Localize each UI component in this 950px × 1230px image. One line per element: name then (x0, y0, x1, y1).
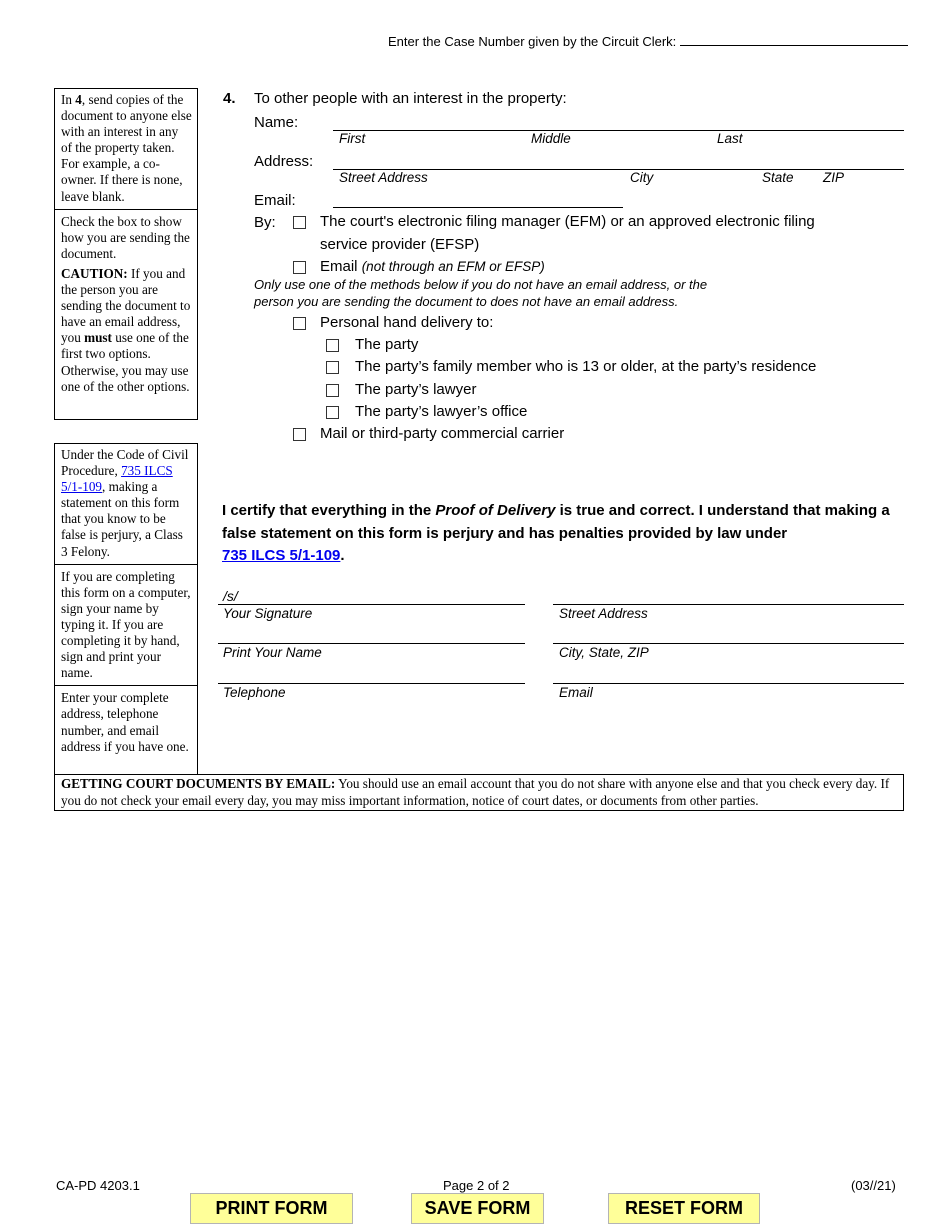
efm-option-label-cont: service provider (EFSP) (320, 236, 480, 253)
lawyer-office-label: The party’s lawyer’s office (355, 403, 528, 420)
signature-line[interactable] (218, 604, 525, 605)
lawyer-checkbox[interactable] (326, 384, 339, 397)
first-name-label: First (339, 131, 366, 146)
street-address-line[interactable] (553, 604, 904, 605)
print-name-line[interactable] (218, 643, 525, 644)
email-option-label: Email (not through an EFM or EFSP) (320, 258, 545, 275)
by-label: By: (254, 214, 276, 231)
name-field[interactable] (333, 130, 904, 131)
email-label: Email: (254, 192, 296, 209)
sidebar-signature-note: If you are completing this form on a computer, sign your name by typing it. If you are completing it by hand, sign and print your name. (61, 568, 191, 681)
print-name-label: Print Your Name (223, 645, 322, 660)
city-state-zip-line[interactable] (553, 643, 904, 644)
sidebar-caution: CAUTION: If you and the person you are sending the document to have an email address, you must use one of the first two options. Otherwise, you may use one of the other options. (61, 265, 191, 394)
sig-email-line[interactable] (553, 683, 904, 684)
telephone-label: Telephone (223, 685, 286, 700)
party-checkbox[interactable] (326, 339, 339, 352)
reset-form-button[interactable]: RESET FORM (608, 1193, 760, 1224)
telephone-line[interactable] (218, 683, 525, 684)
address-label: Address: (254, 153, 314, 170)
state-label: State (762, 170, 794, 185)
ilcs-link-sidebar[interactable]: 735 ILCS 5/1-109 (61, 463, 173, 495)
mail-checkbox[interactable] (293, 428, 306, 441)
section-number: 4. (223, 90, 236, 107)
sidebar-perjury-note: Under the Code of Civil Procedure, 735 ILCS 5/1-109, making a statement on this form that you know to be false is perjury, a Class 3 Felony. (61, 447, 189, 559)
page-number: Page 2 of 2 (443, 1178, 510, 1193)
party-label: The party (355, 336, 419, 353)
case-number-label: Enter the Case Number given by the Circuit Clerk: (388, 34, 677, 49)
email-field[interactable] (333, 207, 623, 208)
family-member-label: The party’s family member who is 13 or older, at the party’s residence (355, 358, 817, 375)
print-form-button[interactable]: PRINT FORM (190, 1193, 353, 1224)
case-number-field[interactable] (680, 33, 908, 46)
efm-checkbox[interactable] (293, 216, 306, 229)
save-form-button[interactable]: SAVE FORM (411, 1193, 544, 1224)
hand-delivery-label: Personal hand delivery to: (320, 314, 494, 331)
signature-value[interactable]: /s/ (223, 588, 238, 604)
sig-email-label: Email (559, 685, 593, 700)
zip-label: ZIP (823, 170, 845, 185)
mail-label: Mail or third-party commercial carrier (320, 425, 565, 442)
revision-date: (03//21) (851, 1178, 896, 1193)
street-address-label: Street Address (339, 170, 428, 185)
sidebar-perjury-box (54, 443, 198, 775)
ilcs-link-certification[interactable]: 735 ILCS 5/1-109 (222, 547, 341, 564)
efm-option-label: The court's electronic filing manager (EFM) or an approved electronic filing (320, 213, 815, 230)
sidebar-instructions-box (54, 88, 198, 420)
lawyer-label: The party’s lawyer (355, 381, 477, 398)
city-state-zip-label: City, State, ZIP (559, 645, 649, 660)
sidebar-instruction-interest: In 4, send copies of the document to anyone else with an interest in any of the property taken. For example, a co-owner. If there is none, leave blank. (61, 92, 192, 204)
your-signature-label: Your Signature (223, 606, 313, 621)
email-notice-box: GETTING COURT DOCUMENTS BY EMAIL: You should use an email account that you do not share with anyone else and that you check every day. If you do not check your email every day, you may miss important information, notice of court dates, or documents from other parties. (54, 774, 904, 811)
family-member-checkbox[interactable] (326, 361, 339, 374)
sig-street-address-label: Street Address (559, 606, 648, 621)
name-label: Name: (254, 114, 299, 131)
sidebar-instruction-checkbox: Check the box to show how you are sending the document. (61, 213, 190, 261)
email-checkbox[interactable] (293, 261, 306, 274)
method-note: Only use one of the methods below if you do not have an email address, or the person you are sending the document to does not have an email address. (254, 277, 708, 309)
sidebar-address-note: Enter your complete address, telephone number, and email address if you have one. (61, 690, 189, 754)
certification-statement: I certify that everything in the Proof of Delivery is true and correct. I understand that making a false statement on this form is perjury and has penalties provided by law under 735 ILCS 5/1-109. (222, 502, 890, 564)
case-number-row (388, 33, 908, 49)
form-code: CA-PD 4203.1 (56, 1178, 140, 1193)
middle-name-label: Middle (531, 131, 571, 146)
lawyer-office-checkbox[interactable] (326, 406, 339, 419)
last-name-label: Last (717, 131, 743, 146)
city-label: City (630, 170, 654, 185)
section-heading: To other people with an interest in the property: (254, 90, 567, 107)
hand-delivery-checkbox[interactable] (293, 317, 306, 330)
